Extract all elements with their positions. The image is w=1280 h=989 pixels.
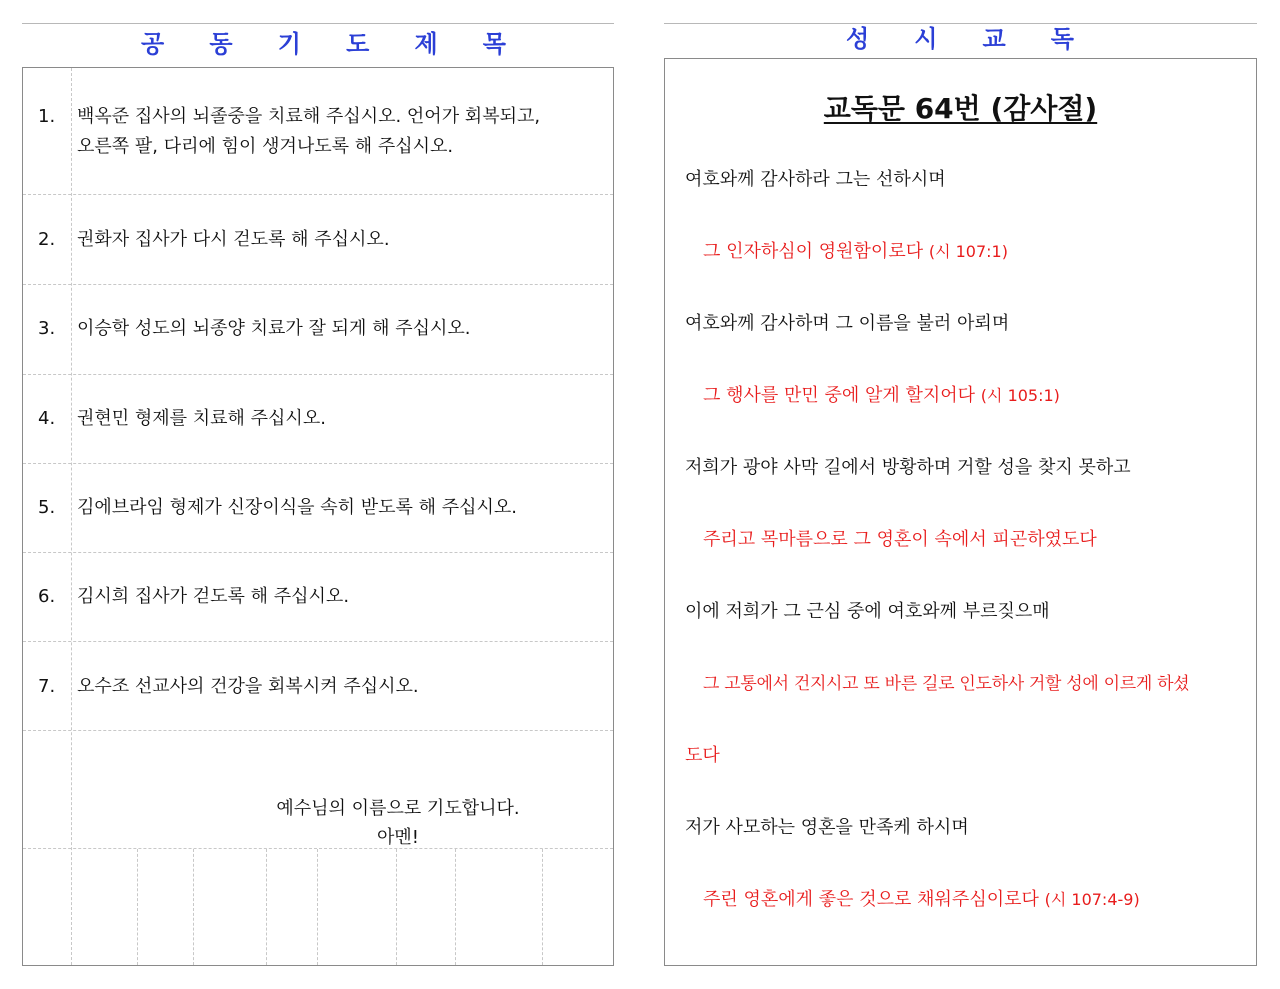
reading-title: 교독문 64번 (감사절) — [823, 92, 1098, 125]
leader-line: 이에 저희가 그 근심 중에 여호와께 부르짖으매 — [685, 601, 1050, 622]
congregation-line: 그 고통에서 건지시고 또 바른 길로 인도하사 거할 성에 이르게 하셨 — [703, 674, 1190, 694]
prayer-item-text: 오수조 선교사의 건강을 회복시켜 주십시오. — [77, 676, 419, 697]
prayer-heading-char: 동 — [209, 30, 233, 58]
scripture-reference: (시 107:1) — [928, 242, 1008, 261]
grid-divider — [396, 849, 397, 965]
responsive-reading-box — [664, 58, 1257, 966]
prayer-item — [23, 464, 613, 553]
scripture-reference: (시 105:1) — [980, 386, 1060, 405]
prayer-item-number: 5. — [38, 497, 56, 518]
reading-heading-char: 성 — [846, 25, 870, 53]
blank-grid-row — [23, 848, 613, 965]
grid-divider — [455, 849, 456, 965]
congregation-line: 그 인자하심이 영원함이로다 (시 107:1) — [703, 241, 1008, 262]
prayer-item — [23, 553, 613, 642]
prayer-item-number: 3. — [38, 318, 56, 339]
leader-line: 여호와께 감사하며 그 이름을 불러 아뢰며 — [685, 313, 1010, 334]
prayer-item-number: 4. — [38, 408, 56, 429]
leader-line: 저희가 광야 사막 길에서 방황하며 거할 성을 찾지 못하고 — [685, 457, 1131, 478]
grid-divider — [266, 849, 267, 965]
reading-heading-char: 시 — [914, 25, 938, 53]
scripture-reference: (시 107:4-9) — [1044, 890, 1140, 909]
prayer-item-number: 7. — [38, 676, 56, 697]
prayer-heading-char: 도 — [346, 30, 370, 58]
prayer-heading-char: 제 — [414, 30, 438, 58]
prayer-item-text: 김에브라임 형제가 신장이식을 속히 받도록 해 주십시오. — [77, 497, 517, 518]
prayer-item-text: 권현민 형제를 치료해 주십시오. — [77, 408, 326, 429]
reading-heading — [846, 24, 1074, 54]
congregation-line: 그 행사를 만민 중에 알게 할지어다 (시 105:1) — [703, 385, 1060, 406]
prayer-item-text: 이승학 성도의 뇌종양 치료가 잘 되게 해 주십시오. — [77, 318, 471, 339]
reading-heading-char: 교 — [982, 25, 1006, 53]
grid-divider — [137, 849, 138, 965]
reading-heading-char: 독 — [1050, 25, 1074, 53]
prayer-heading-char: 목 — [482, 30, 506, 58]
congregation-line-continuation: 도다 — [685, 745, 720, 766]
congregation-line: 주린 영혼에게 좋은 것으로 채워주심이로다 (시 107:4-9) — [703, 889, 1140, 910]
prayer-item — [23, 642, 613, 731]
prayer-item-text: 권화자 집사가 다시 걷도록 해 주십시오. — [77, 229, 390, 250]
prayer-item-text: 김시희 집사가 걷도록 해 주십시오. — [77, 586, 350, 607]
grid-divider — [193, 849, 194, 965]
prayer-item — [23, 68, 613, 195]
grid-divider — [317, 849, 318, 965]
leader-line: 저가 사모하는 영혼을 만족케 하시며 — [685, 817, 969, 838]
prayer-item — [23, 195, 613, 285]
prayer-heading-rule — [22, 23, 614, 24]
prayer-heading-char: 기 — [277, 30, 301, 58]
prayer-heading-char: 공 — [141, 30, 165, 58]
prayer-heading — [141, 29, 506, 59]
prayer-item-number: 6. — [38, 586, 56, 607]
closing-prayer: 예수님의 이름으로 기도합니다. 아멘! — [276, 798, 520, 848]
prayer-list-box — [22, 67, 614, 966]
grid-divider — [542, 849, 543, 965]
leader-line: 여호와께 감사하라 그는 선하시며 — [685, 169, 946, 190]
congregation-line: 주리고 목마름으로 그 영혼이 속에서 피곤하였도다 — [703, 529, 1097, 550]
prayer-item-number: 2. — [38, 229, 56, 250]
prayer-item-number: 1. — [38, 106, 56, 127]
prayer-item — [23, 375, 613, 464]
prayer-item-text: 백옥준 집사의 뇌졸중을 치료해 주십시오. 언어가 회복되고, 오른쪽 팔, 다리에 힘이 생겨나도록 해 주십시오. — [77, 106, 541, 157]
prayer-item — [23, 285, 613, 375]
